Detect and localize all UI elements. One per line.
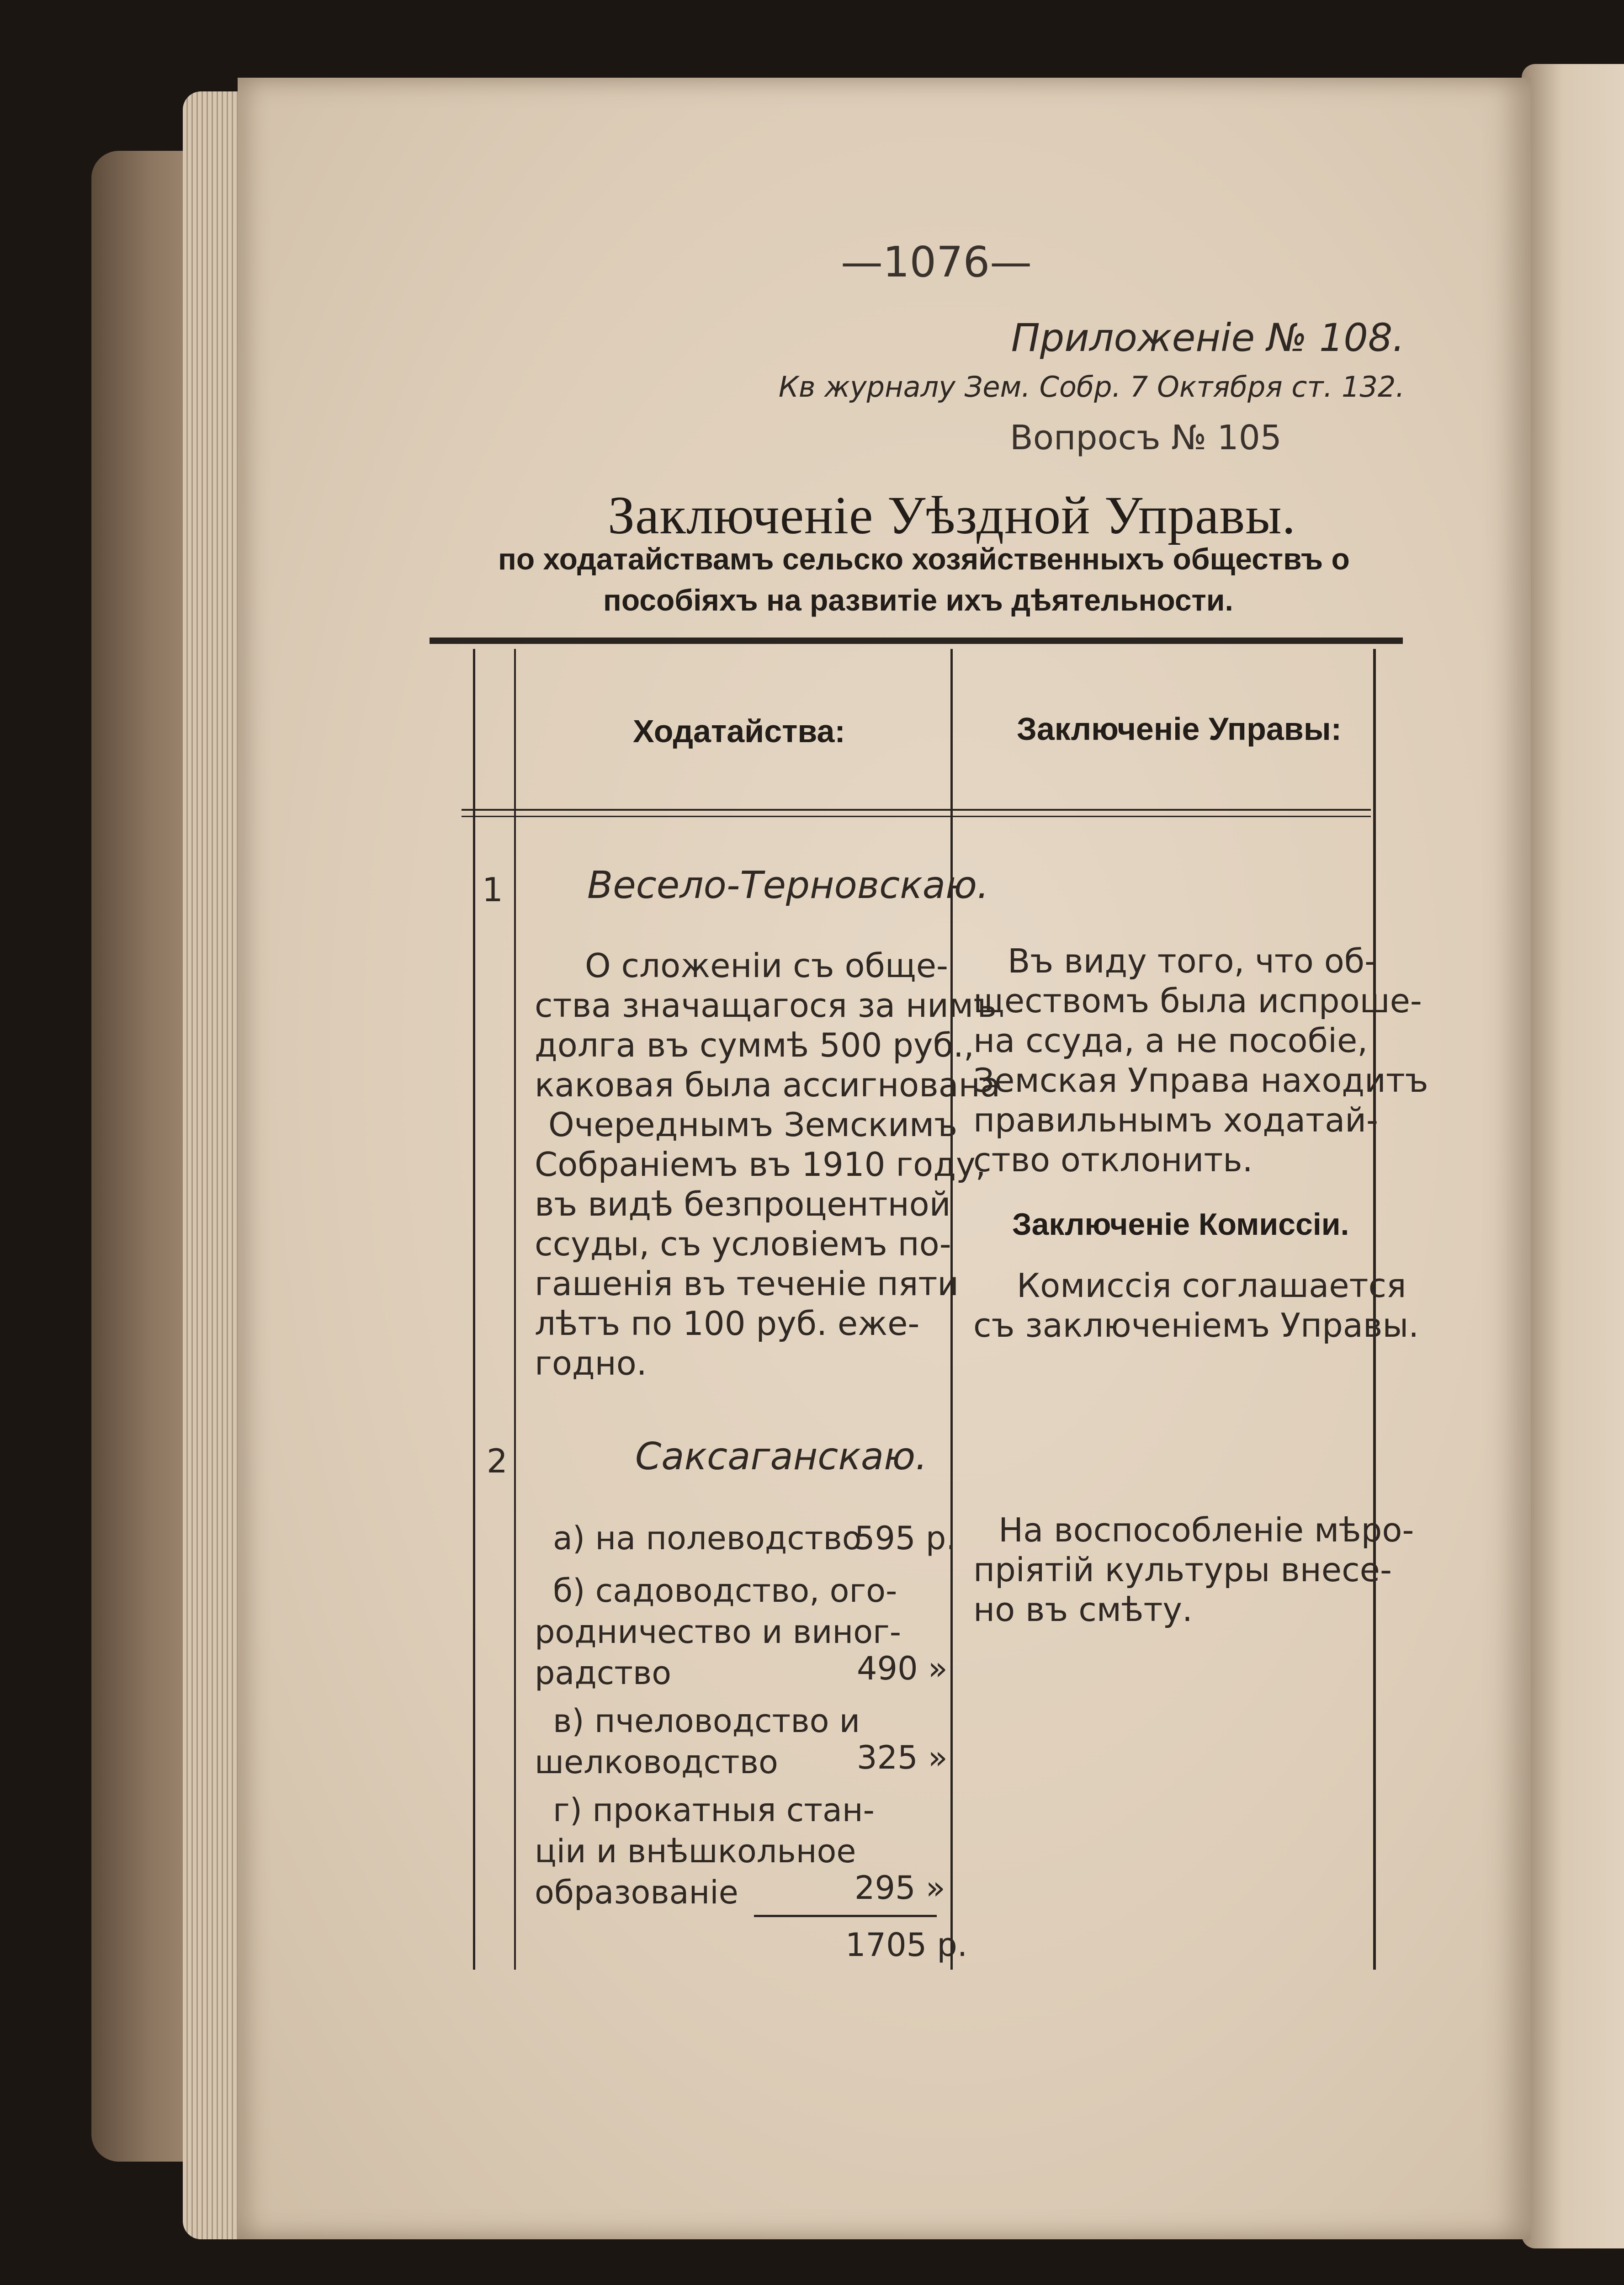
text-line: Очереднымъ Земскимъ [548,1105,958,1144]
row-1-conclusion-text [973,941,1428,1180]
text-line: правильнымъ ходатай- [973,1101,1378,1139]
item-a-amount: 595 р. [854,1520,956,1557]
text-line: но въ смѣту. [973,1590,1193,1629]
text-line: прiятiй культуры внесе- [973,1551,1392,1589]
item-a-label: а) на полеводство [553,1520,862,1557]
item-c-label-1: в) пчеловодство и [553,1702,860,1740]
row-2-number: 2 [487,1442,508,1480]
column-header-conclusion: Заключенie Управы: [1017,711,1342,747]
column-header-petitions: Ходатайства: [633,713,845,749]
text-line: ссуды, съ условiемъ по- [535,1225,951,1263]
item-b-label-1: б) садоводство, ого- [553,1572,897,1610]
item-b-amount: 490 » [857,1650,948,1687]
item-c-label-2: шелководство [535,1743,778,1781]
total-amount: 1705 р. [845,1926,968,1964]
text-line: лѣтъ по 100 руб. еже- [535,1304,920,1343]
item-b-label-2: родничество и виног- [535,1613,902,1651]
text-line: въ видѣ безпроцентной [535,1185,951,1223]
number-column-divider [514,649,516,1970]
document-title: Заключенie Уѣздной Управы. [608,485,1296,545]
page-number: —1076— [841,238,1032,287]
row-1-number: 1 [482,871,503,909]
question-number: Вопросъ № 105 [1010,418,1282,457]
row-2-society-name: Саксаганскаю. [635,1435,928,1478]
subtitle-line-1: по ходатайствамъ сельско хозяйственныхъ обществъ о [498,542,1350,576]
appendix-label: Приложенie № 108. [1011,315,1405,360]
row-1-request-text [535,946,1000,1383]
commission-conclusion-text [973,1266,1419,1345]
text-line: Земская Управа находитъ [973,1061,1428,1100]
text-line: На воспособленie мѣро- [998,1511,1414,1549]
item-d-label-3: образованie [535,1874,738,1911]
text-line: Собранiемъ въ 1910 году, [535,1145,986,1184]
text-line: ство отклонить. [973,1141,1253,1179]
subtitle-line-2: пособiяхъ на развитiе ихъ дѣятельности. [603,583,1233,617]
text-line: съ заключенiемъ Управы. [973,1306,1419,1344]
journal-reference: Кв журналу Зем. Собр. 7 Октября ст. 132. [778,370,1405,404]
table-top-rule [430,638,1403,644]
text-line: О сложенiи съ обще- [585,946,949,985]
text-line: гашенiя въ теченiе пяти [535,1265,959,1303]
facing-page-edge [1522,64,1624,2248]
text-line: Въ виду того, что об- [1008,942,1377,980]
row-1-society-name: Весело-Терновскаю. [587,864,989,907]
text-line: ства значащагося за нимъ [535,986,997,1025]
text-line: Комиссiя соглашается [1017,1266,1406,1305]
table-header-rule-2 [462,816,1371,817]
text-line: на ссуда, а не пособie, [973,1021,1368,1060]
item-d-amount: 295 » [854,1869,945,1907]
item-d-label-2: цiи и внѣшкольное [535,1833,856,1870]
text-line: долга въ суммѣ 500 руб., [535,1026,974,1064]
commission-conclusion-header: Заключенie Комиссiи. [1012,1207,1349,1242]
item-b-label-3: радство [535,1654,672,1692]
sum-rule [754,1915,937,1917]
text-line: годно. [535,1344,647,1382]
text-line: каковая была ассигнована [535,1066,1000,1104]
item-c-amount: 325 » [857,1739,948,1776]
table-header-rule [462,809,1371,811]
item-d-label-1: г) прокатныя стан- [553,1791,875,1829]
row-2-conclusion-text [973,1510,1414,1630]
table-left-border [473,649,475,1970]
text-line: ществомъ была испроше- [973,982,1422,1020]
